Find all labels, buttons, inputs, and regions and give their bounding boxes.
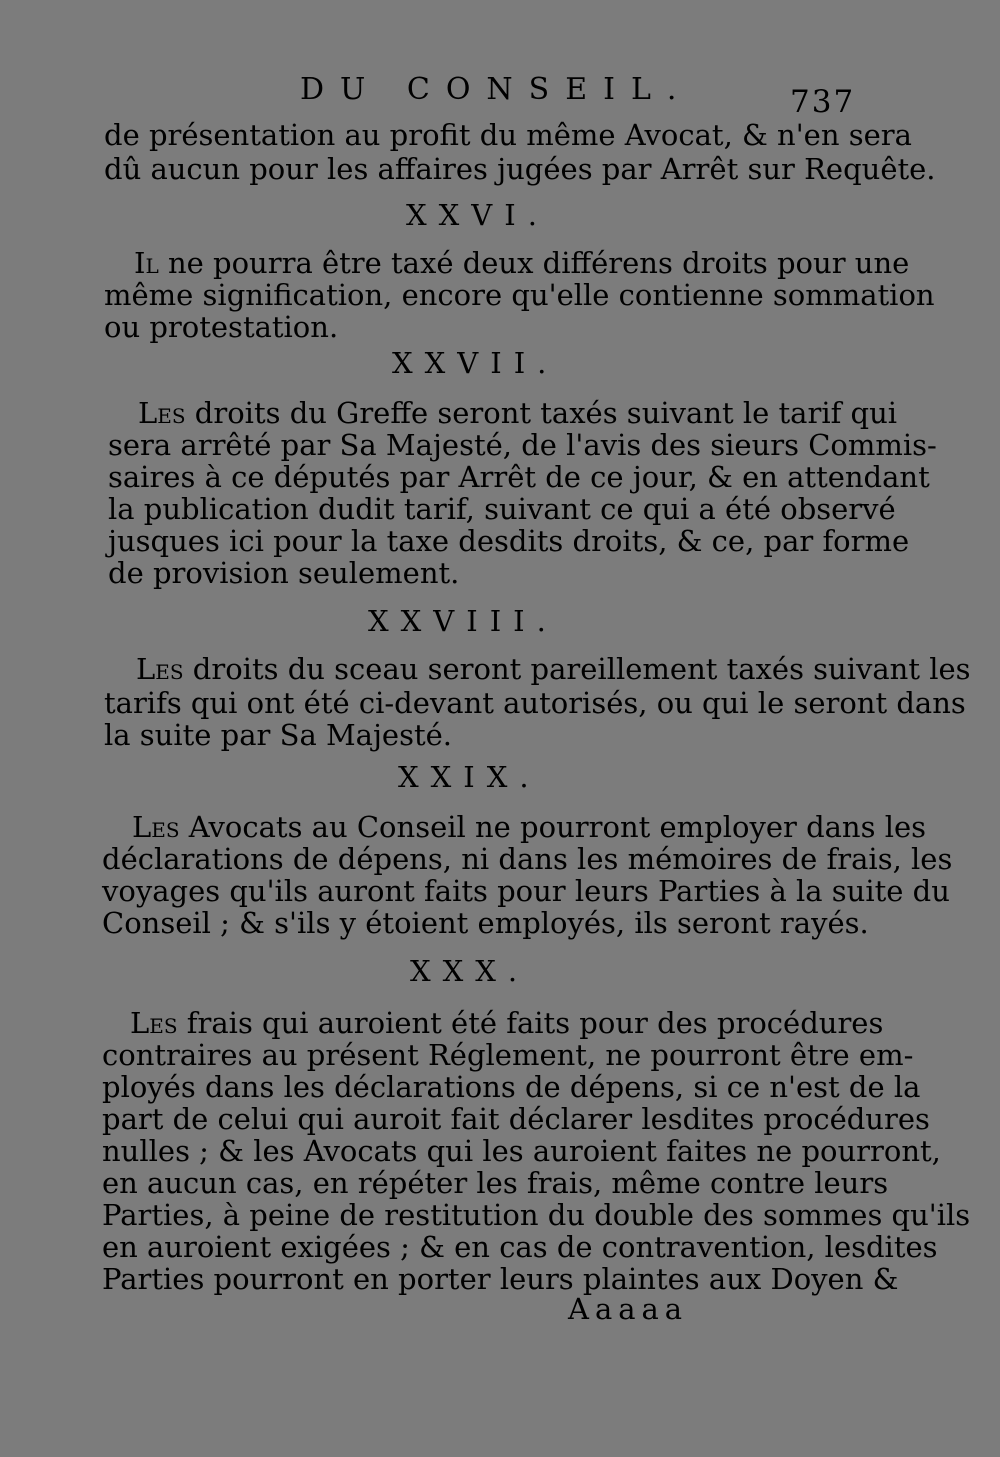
text-line: jusques ici pour la taxe desdits droits, & ce, par forme	[108, 524, 910, 558]
text-line: la publication dudit tarif, suivant ce qui a été observé	[108, 492, 896, 526]
text-line: de présentation au profit du même Avocat, & n'en sera	[104, 118, 912, 152]
article-heading: XXVIII.	[368, 604, 558, 638]
text-line: saires à ce députés par Arrêt de ce jour, & en attendant	[108, 460, 930, 494]
first-word: Les	[138, 396, 186, 430]
text-line: en auroient exigées ; & en cas de contravention, lesdites	[102, 1230, 938, 1264]
first-word: Les	[132, 810, 180, 844]
text-line: Il ne pourra être taxé deux différens droits pour une	[134, 246, 910, 280]
text-line: voyages qu'ils auront faits pour leurs Parties à la suite du	[102, 874, 950, 908]
text-line: Les Avocats au Conseil ne pourront employer dans les	[132, 810, 927, 844]
text-line: la suite par Sa Majesté.	[104, 718, 453, 752]
text-line: Parties, à peine de restitution du double des sommes qu'ils	[102, 1198, 971, 1232]
first-word: Les	[136, 652, 184, 686]
first-word: Les	[130, 1006, 178, 1040]
text-line: Conseil ; & s'ils y étoient employés, ils seront rayés.	[102, 906, 869, 940]
text-line: sera arrêté par Sa Majesté, de l'avis des sieurs Commis-	[108, 428, 937, 462]
text-line: déclarations de dépens, ni dans les mémoires de frais, les	[102, 842, 953, 876]
page-number: 737	[790, 84, 856, 120]
text-line: ployés dans les déclarations de dépens, si ce n'est de la	[102, 1070, 921, 1104]
article-heading: XXIX.	[398, 760, 541, 794]
text-line: Les droits du sceau seront pareillement taxés suivant les	[136, 652, 971, 686]
text-line: tarifs qui ont été ci-devant autorisés, ou qui le seront dans	[104, 686, 966, 720]
running-header: DU CONSEIL.	[300, 72, 693, 107]
text-line: part de celui qui auroit fait déclarer lesdites procédures	[102, 1102, 930, 1136]
signature-mark: Aaaaa	[568, 1292, 689, 1326]
first-word: Il	[134, 246, 159, 280]
text-line: même signification, encore qu'elle contienne sommation	[104, 278, 935, 312]
text-line: en aucun cas, en répéter les frais, même contre leurs	[102, 1166, 889, 1200]
article-heading: XXVII.	[392, 346, 559, 380]
text-line: contraires au présent Réglement, ne pourront être em-	[102, 1038, 914, 1072]
text-line: Les frais qui auroient été faits pour des procédures	[130, 1006, 884, 1040]
text-line: de provision seulement.	[108, 556, 460, 590]
text-line: ou protestation.	[104, 310, 339, 344]
text-line: dû aucun pour les affaires jugées par Arrêt sur Requête.	[104, 152, 936, 186]
text-line: Parties pourront en porter leurs plaintes aux Doyen &	[102, 1262, 899, 1296]
text-line: Les droits du Greffe seront taxés suivant le tarif qui	[138, 396, 898, 430]
text-line: nulles ; & les Avocats qui les auroient faites ne pourront,	[102, 1134, 941, 1168]
article-heading: XXX.	[410, 954, 530, 988]
article-heading: XXVI.	[406, 198, 549, 232]
